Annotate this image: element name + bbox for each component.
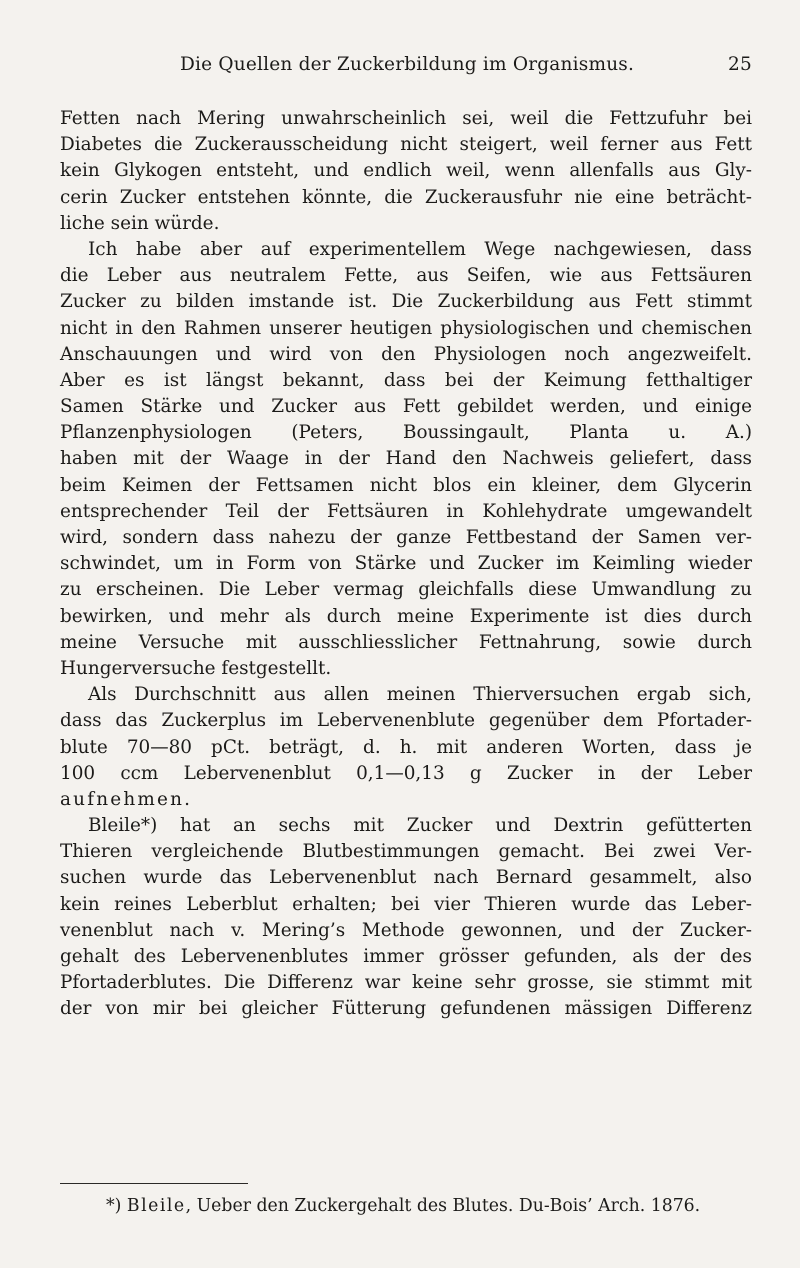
footnote	[106, 1194, 700, 1218]
text-line: Fetten nach Mering unwahrscheinlich sei, weil die Fettzufuhr bei	[60, 108, 752, 129]
text-line: haben mit der Waage in der Hand den Nachweis geliefert, dass	[60, 448, 752, 470]
text-line: Zucker zu bilden imstande ist. Die Zuckerbildung aus Fett stimmt	[60, 291, 752, 313]
text-line: Hungerversuche festgestellt.	[60, 657, 332, 679]
text-line: liche sein würde.	[60, 212, 220, 234]
text-line: der von mir bei gleicher Fütterung gefundenen mässigen Differenz	[60, 998, 752, 1020]
text-line: schwindet, um in Form von Stärke und Zucker im Keimling wieder	[60, 553, 752, 575]
footnote-author: Bleile	[126, 1196, 186, 1216]
text-line: Bleile*) hat an sechs mit Zucker und Dextrin gefütterten	[88, 815, 752, 837]
footnote-text: , Ueber den Zuckergehalt des Blutes. Du-Bois’ Arch. 1876.	[185, 1196, 701, 1216]
text-line: 100 ccm Lebervenenblut 0,1—0,13 g Zucker in der Leber	[60, 762, 752, 784]
running-header	[60, 54, 752, 84]
text-line: Aber es ist längst bekannt, dass bei der Keimung fetthaltiger	[60, 369, 752, 391]
text-line: suchen wurde das Lebervenenblut nach Bernard gesammelt, also	[60, 867, 752, 889]
text-line: kein reines Leberblut erhalten; bei vier Thieren wurde das Leber-	[60, 893, 752, 915]
footnote-divider	[60, 1183, 248, 1184]
page-number: 25	[728, 54, 752, 75]
text-line: entsprechender Teil der Fettsäuren in Kohlehydrate umgewandelt	[60, 500, 752, 522]
text-line: venenblut nach v. Mering’s Methode gewonnen, und der Zucker-	[60, 919, 752, 941]
text-line: Pflanzenphysiologen (Peters, Boussingault, Planta u. A.)	[60, 422, 752, 444]
text-line: wird, sondern dass nahezu der ganze Fettbestand der Samen ver-	[60, 527, 752, 548]
text-line: aufnehmen.	[60, 788, 193, 810]
text-line: zu erscheinen. Die Leber vermag gleichfalls diese Umwandlung zu	[60, 579, 752, 601]
text-line: Ich habe aber auf experimentellem Wege nachgewiesen, dass	[88, 238, 752, 260]
text-line: gehalt des Lebervenenblutes immer grösser gefunden, als der des	[60, 946, 752, 967]
text-line: bewirken, und mehr als durch meine Experimente ist dies durch	[60, 605, 752, 627]
text-line: nicht in den Rahmen unserer heutigen physiologischen und chemischen	[60, 317, 752, 339]
footnote-marker: *)	[106, 1196, 122, 1216]
text-line: die Leber aus neutralem Fette, aus Seifen, wie aus Fettsäuren	[60, 265, 752, 287]
text-line: Diabetes die Zuckerausscheidung nicht steigert, weil ferner aus Fett	[60, 134, 752, 156]
text-line: Thieren vergleichende Blutbestimmungen gemacht. Bei zwei Ver-	[60, 841, 752, 863]
text-line: Samen Stärke und Zucker aus Fett gebildet werden, und einige	[60, 396, 752, 418]
body-text	[60, 106, 752, 1023]
text-line: blute 70—80 pCt. beträgt, d. h. mit anderen Worten, dass je	[60, 736, 752, 758]
text-line: kein Glykogen entsteht, und endlich weil, wenn allenfalls aus Gly-	[60, 160, 752, 182]
text-line: cerin Zucker entstehen könnte, die Zuckerausfuhr nie eine beträcht-	[60, 186, 752, 208]
text-line: beim Keimen der Fettsamen nicht blos ein kleiner, dem Glycerin	[60, 474, 752, 496]
text-line: Anschauungen und wird von den Physiologen noch angezweifelt.	[60, 343, 752, 365]
running-title: Die Quellen der Zuckerbildung im Organismus.	[180, 54, 635, 75]
text-line: Als Durchschnitt aus allen meinen Thierversuchen ergab sich,	[88, 684, 752, 706]
text-line: meine Versuche mit ausschliesslicher Fettnahrung, sowie durch	[60, 631, 752, 653]
text-line: dass das Zuckerplus im Lebervenenblute gegenüber dem Pfortader-	[60, 710, 752, 732]
text-line: Pfortaderblutes. Die Differenz war keine sehr grosse, sie stimmt mit	[60, 972, 752, 994]
